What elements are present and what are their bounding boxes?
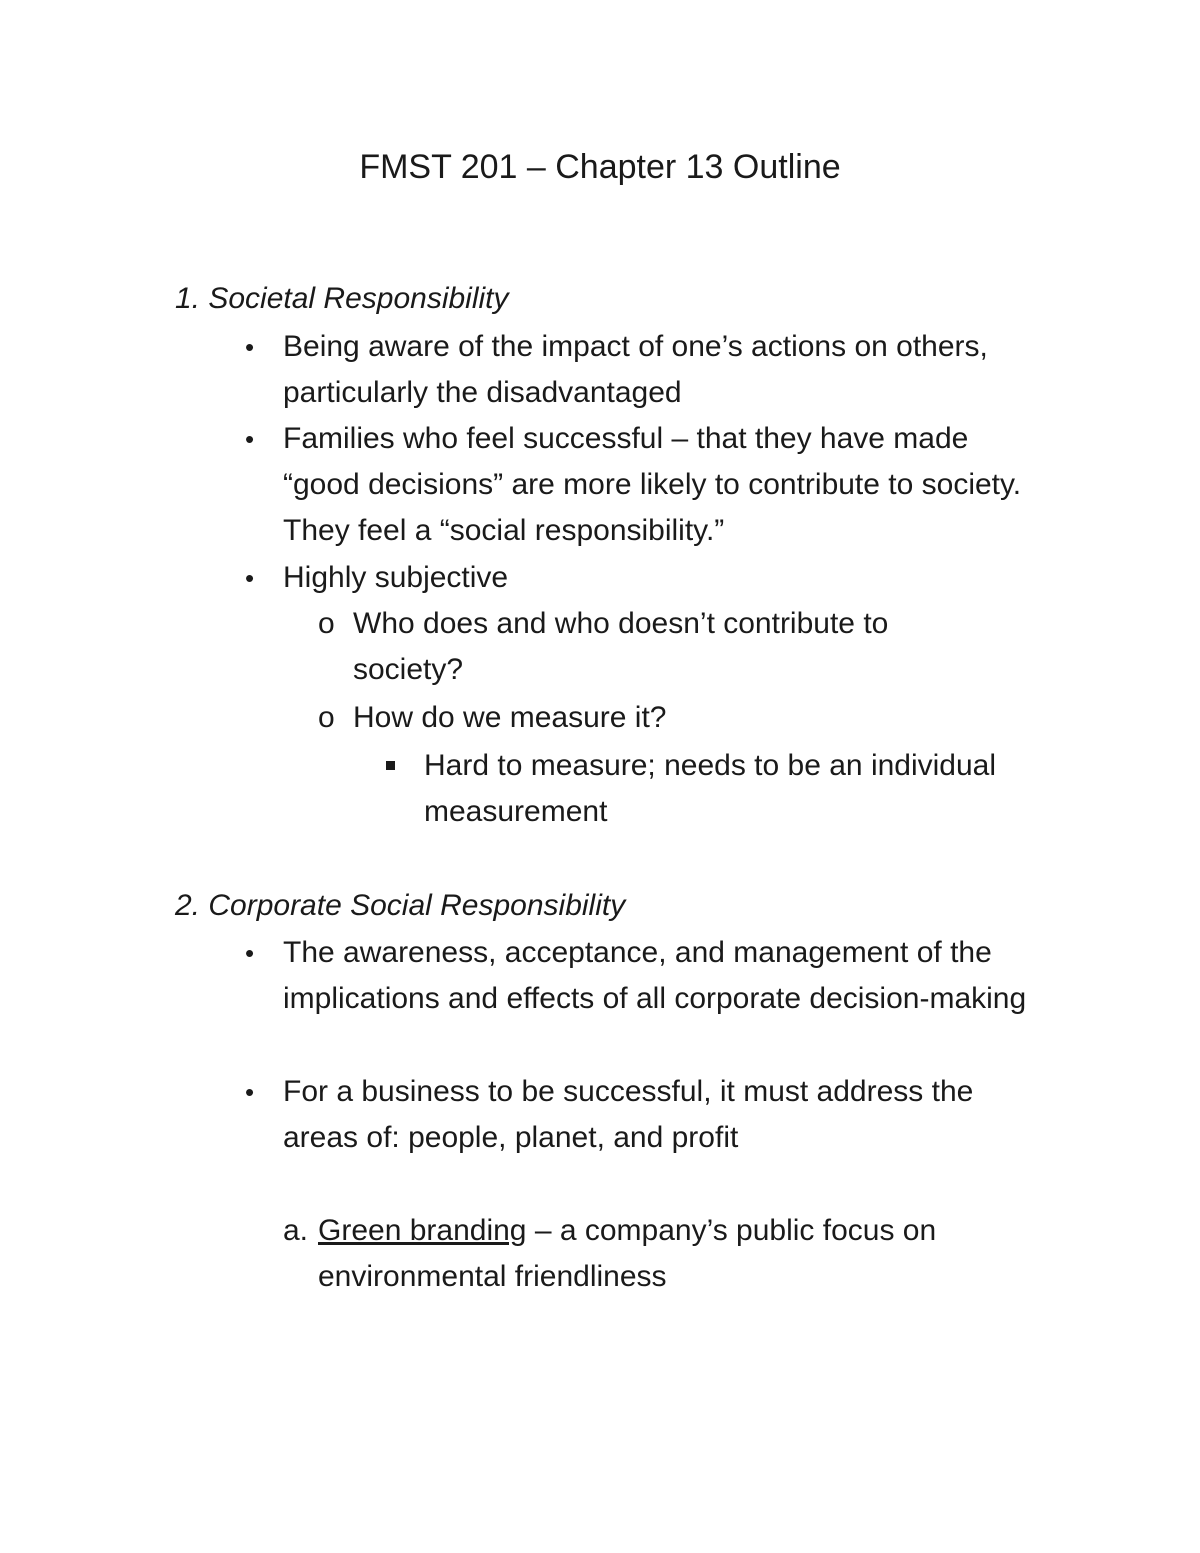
- section-heading-corporate-social-responsibility: 2. Corporate Social Responsibility: [175, 889, 626, 922]
- bullet-icon: •: [245, 938, 255, 968]
- list-item: [283, 555, 1063, 601]
- list-item-text: For a business to be successful, it must address the areas of: people, planet, and profit: [283, 1075, 974, 1154]
- list-item: [283, 930, 1053, 1022]
- lettered-item-label: a.: [283, 1214, 309, 1247]
- defined-term: Green branding: [318, 1214, 527, 1247]
- term-definition: – a company’s public focus on environmental friendliness: [318, 1214, 937, 1293]
- bullet-icon: •: [245, 563, 255, 593]
- page-title: FMST 201 – Chapter 13 Outline: [359, 148, 841, 186]
- lettered-item: [318, 1208, 1018, 1300]
- bullet-icon: •: [245, 1077, 255, 1107]
- list-item-text: Being aware of the impact of one’s actions on others, particularly the disadvantaged: [283, 330, 988, 409]
- bullet-icon: •: [245, 424, 255, 454]
- list-item-text: Families who feel successful – that they have made “good decisions” are more likely to contribute to society. They feel a “social responsibility.”: [283, 422, 1022, 547]
- list-item-text: The awareness, acceptance, and management of the implications and effects of all corporate decision-making: [283, 936, 1027, 1015]
- hollow-bullet-icon: o: [318, 607, 335, 640]
- list-item: [283, 1069, 1023, 1161]
- section-heading-societal-responsibility: 1. Societal Responsibility: [175, 282, 509, 315]
- sub-list-item: [353, 601, 993, 693]
- sub-sub-list-item: [424, 743, 1054, 835]
- sub-list-item-text: Who does and who doesn’t contribute to society?: [353, 607, 889, 686]
- square-bullet-icon: [386, 743, 410, 789]
- sub-sub-list-item-text: Hard to measure; needs to be an individual measurement: [424, 749, 997, 828]
- hollow-bullet-icon: o: [318, 701, 335, 734]
- bullet-icon: •: [245, 332, 255, 362]
- list-item: [283, 416, 1023, 554]
- sub-list-item: [353, 695, 1063, 741]
- sub-list-item-text: How do we measure it?: [353, 701, 667, 734]
- list-item: [283, 324, 1063, 416]
- list-item-text: Highly subjective: [283, 561, 509, 594]
